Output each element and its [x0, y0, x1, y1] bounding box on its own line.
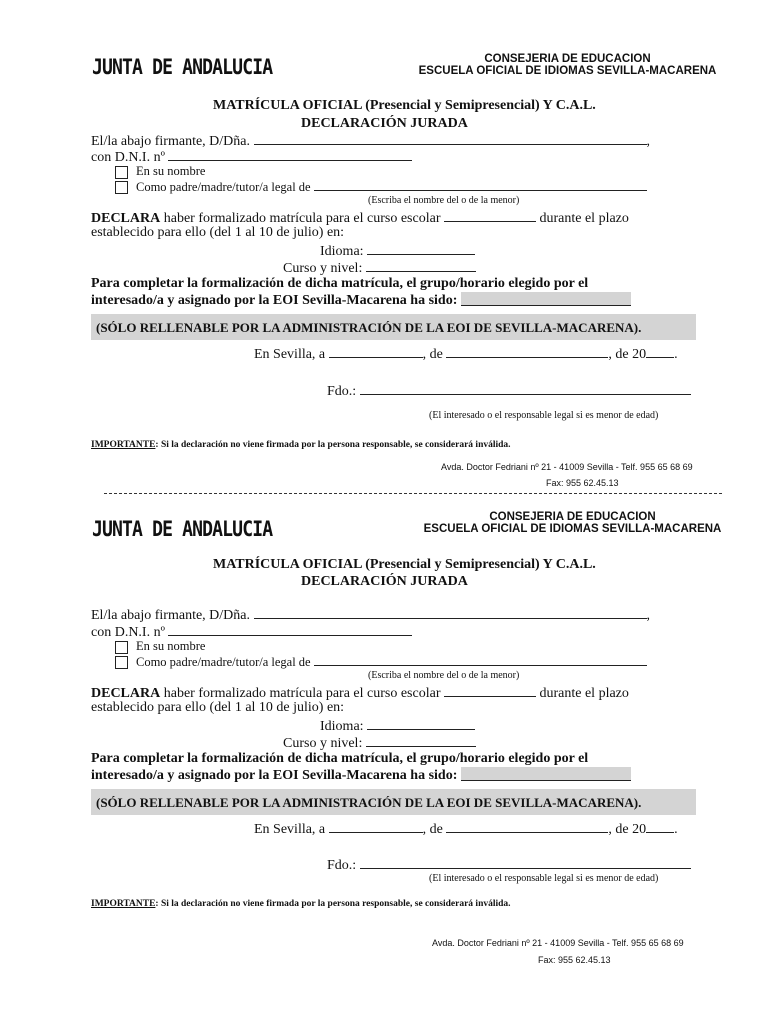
label-en-su-nombre: En su nombre: [136, 164, 206, 178]
header-consejeria: CONSEJERIA DE EDUCACION: [484, 53, 651, 65]
header-block: [395, 53, 740, 77]
establecido-text: establecido para ello (del 1 al 10 de julio) en:: [91, 700, 345, 715]
menor-field[interactable]: [314, 654, 647, 666]
declara-label: DECLARA: [91, 686, 161, 701]
grupo-row: [91, 292, 631, 309]
importante-note: [91, 899, 511, 909]
tutor-row: [136, 654, 647, 670]
dni-label: con D.N.I. nº: [91, 150, 165, 165]
junta-logo: JUNTA DE ANDALUCIA: [92, 517, 273, 541]
lugar-fecha-row: En Sevilla, a , de , de 20 .: [254, 822, 678, 837]
footer-address: Avda. Doctor Fedriani nº 21 - 41009 Sevilla - Telf. 955 65 68 69: [432, 938, 684, 948]
idioma-field[interactable]: [367, 242, 475, 255]
checkbox-en-su-nombre[interactable]: [115, 166, 128, 179]
dni-field[interactable]: [168, 623, 412, 636]
grupo-line-1: Para completar la formalización de dicha matrícula, el grupo/horario elegido por el: [91, 751, 589, 766]
curso-label: Curso y nivel:: [283, 736, 363, 751]
dni-field[interactable]: [168, 148, 412, 161]
label-en-su-nombre: En su nombre: [136, 639, 206, 653]
form-title: MATRÍCULA OFICIAL (Presencial y Semipresencial) Y C.A.L.: [213, 557, 596, 572]
firmante-label: El/la abajo firmante, D/Dña.: [91, 608, 250, 623]
importante-label: IMPORTANTE: [91, 899, 156, 909]
curso-label: Curso y nivel:: [283, 261, 363, 276]
grupo-row: [91, 767, 631, 784]
idioma-label: Idioma:: [320, 244, 364, 259]
checkbox-tutor-legal[interactable]: [115, 181, 128, 194]
form-subtitle: DECLARACIÓN JURADA: [301, 116, 468, 131]
firmante-field[interactable]: [254, 132, 647, 145]
lugar-fecha-row: En Sevilla, a , de , de 20 .: [254, 347, 678, 362]
declara-label: DECLARA: [91, 211, 161, 226]
fdo-label: Fdo.:: [327, 384, 357, 399]
anio-field[interactable]: [646, 345, 674, 358]
importante-note: [91, 440, 511, 450]
declara-text: haber formalizado matrícula para el curso escolar: [163, 211, 441, 226]
junta-logo: JUNTA DE ANDALUCIA: [92, 55, 273, 79]
curso-escolar-field[interactable]: [444, 209, 536, 222]
firma-field[interactable]: [360, 856, 691, 869]
curso-field[interactable]: [366, 734, 476, 747]
header-escuela: ESCUELA OFICIAL DE IDIOMAS SEVILLA-MACARENA: [423, 523, 722, 535]
dia-field[interactable]: [329, 820, 423, 833]
importante-label: IMPORTANTE: [91, 440, 156, 450]
grupo-field[interactable]: [461, 767, 631, 781]
lugar-label: En Sevilla, a: [254, 822, 326, 837]
firmante-row: El/la abajo firmante, D/Dña. ,: [91, 608, 650, 623]
fdo-row: [327, 382, 691, 400]
anio-label: , de 20: [608, 822, 647, 837]
footer-address: Avda. Doctor Fedriani nº 21 - 41009 Sevilla - Telf. 955 65 68 69: [441, 462, 693, 472]
declara-text: haber formalizado matrícula para el curso escolar: [163, 686, 441, 701]
menor-field[interactable]: [314, 179, 647, 191]
tutor-row: [136, 179, 647, 195]
footer-fax: Fax: 955 62.45.13: [546, 478, 619, 488]
checkbox-tutor-legal[interactable]: [115, 656, 128, 669]
firmante-row: El/la abajo firmante, D/Dña. ,: [91, 134, 650, 149]
checkbox-en-su-nombre[interactable]: [115, 641, 128, 654]
curso-escolar-field[interactable]: [444, 684, 536, 697]
hint-menor: (Escriba el nombre del o de la menor): [368, 670, 520, 681]
form-title: MATRÍCULA OFICIAL (Presencial y Semipresencial) Y C.A.L.: [213, 98, 596, 113]
importante-text: : Si la declaración no viene firmada por la persona responsable, se considerará inválida.: [155, 899, 511, 909]
durante-text: durante el plazo: [539, 211, 629, 226]
curso-row: [283, 259, 476, 277]
curso-field[interactable]: [366, 259, 476, 272]
firmante-field[interactable]: [254, 606, 647, 619]
idioma-row: [320, 717, 475, 735]
fdo-label: Fdo.:: [327, 858, 357, 873]
form-subtitle: DECLARACIÓN JURADA: [301, 574, 468, 589]
fdo-row: [327, 856, 691, 874]
dia-field[interactable]: [329, 345, 423, 358]
grupo-field[interactable]: [461, 292, 631, 306]
admin-note: (SÓLO RELLENABLE POR LA ADMINISTRACIÓN DE LA EOI DE SEVILLA-MACARENA).: [96, 320, 642, 335]
idioma-row: [320, 242, 475, 260]
hint-menor: (Escriba el nombre del o de la menor): [368, 195, 520, 206]
de-label: , de: [422, 347, 443, 362]
anio-field[interactable]: [646, 820, 674, 833]
establecido-text: establecido para ello (del 1 al 10 de julio) en:: [91, 225, 345, 240]
grupo-line-1: Para completar la formalización de dicha matrícula, el grupo/horario elegido por el: [91, 276, 589, 291]
mes-field[interactable]: [446, 345, 608, 358]
anio-label: , de 20: [608, 347, 647, 362]
dni-label: con D.N.I. nº: [91, 625, 165, 640]
mes-field[interactable]: [446, 820, 608, 833]
header-escuela: ESCUELA OFICIAL DE IDIOMAS SEVILLA-MACARENA: [418, 65, 717, 77]
firma-field[interactable]: [360, 382, 691, 395]
label-tutor-legal: Como padre/madre/tutor/a legal de: [136, 655, 311, 669]
footer-fax: Fax: 955 62.45.13: [538, 955, 611, 965]
importante-text: : Si la declaración no viene firmada por la persona responsable, se considerará inválida.: [155, 440, 511, 450]
de-label: , de: [422, 822, 443, 837]
idioma-label: Idioma:: [320, 719, 364, 734]
header-consejeria: CONSEJERIA DE EDUCACION: [489, 511, 656, 523]
admin-note: (SÓLO RELLENABLE POR LA ADMINISTRACIÓN DE LA EOI DE SEVILLA-MACARENA).: [96, 795, 642, 810]
idioma-field[interactable]: [367, 717, 475, 730]
durante-text: durante el plazo: [539, 686, 629, 701]
grupo-line-2: interesado/a y asignado por la EOI Sevilla-Macarena ha sido:: [91, 768, 458, 783]
interesado-note: (El interesado o el responsable legal si es menor de edad): [429, 873, 659, 884]
lugar-label: En Sevilla, a: [254, 347, 326, 362]
curso-row: [283, 734, 476, 752]
interesado-note: (El interesado o el responsable legal si es menor de edad): [429, 410, 659, 421]
label-tutor-legal: Como padre/madre/tutor/a legal de: [136, 180, 311, 194]
firmante-label: El/la abajo firmante, D/Dña.: [91, 134, 250, 149]
header-block: [400, 511, 745, 535]
grupo-line-2: interesado/a y asignado por la EOI Sevilla-Macarena ha sido:: [91, 293, 458, 308]
cut-line: [104, 493, 722, 494]
